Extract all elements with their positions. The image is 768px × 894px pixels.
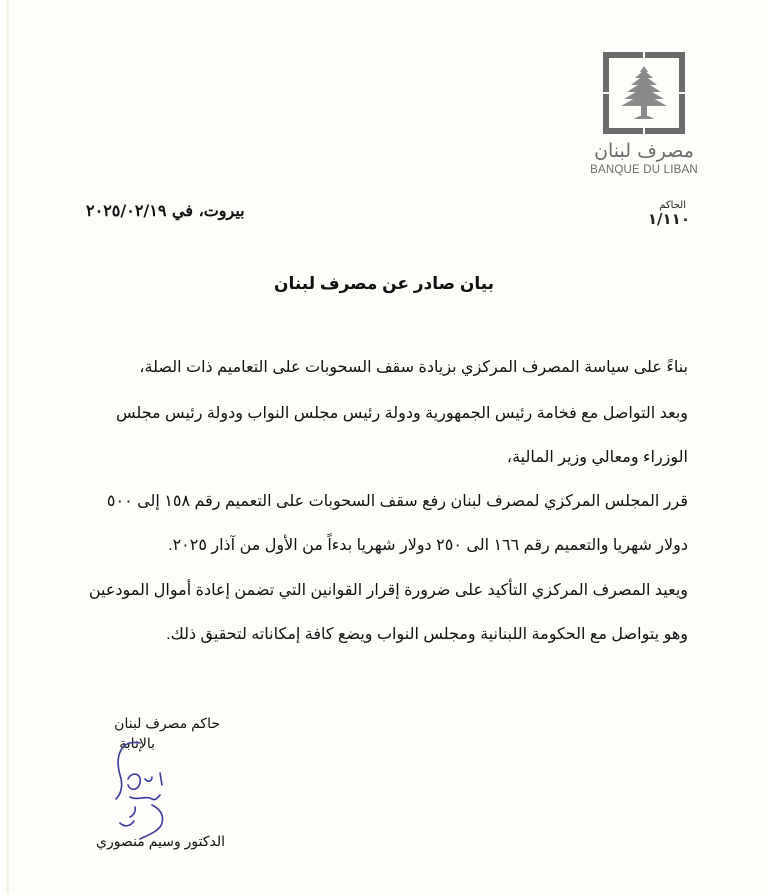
signatory-deputy-note: بالإنابة: [119, 735, 155, 751]
date-line: بيروت، في ٢٠٢٥/٠٢/١٩: [86, 201, 245, 220]
body-line: وبعد التواصل مع فخامة رئيس الجمهورية ودولة رئيس مجلس النواب ودولة رئيس مجلس: [116, 405, 688, 422]
body-line: دولار شهريا والتعميم رقم ١٦٦ الى ٢٥٠ دولار شهريا بدءاً من الأول من آذار ٢٠٢٥.: [168, 537, 688, 554]
body-line: قرر المجلس المركزي لمصرف لبنان رفع سقف السحوبات على التعميم رقم ١٥٨ إلى ٥٠٠: [106, 493, 688, 510]
body-line: بناءً على سياسة المصرف المركزي بزيادة سقف السحوبات على التعاميم ذات الصلة،: [139, 359, 688, 376]
body-line: وهو يتواصل مع الحكومة اللبنانية ومجلس النواب ويضع كافة إمكاناته لتحقيق ذلك.: [166, 626, 688, 643]
body-line: ويعيد المصرف المركزي التأكيد على ضرورة إقرار القوانين التي تضمن إعادة أموال المودعين: [88, 582, 688, 599]
reference-number: ١/١١٠: [647, 210, 690, 228]
handwritten-signature-icon: [90, 735, 200, 845]
page-edge: [6, 0, 9, 894]
body-line: الوزراء ومعالي وزير المالية،: [506, 449, 688, 466]
reference-block: [620, 200, 690, 227]
cedar-tree-icon: [619, 64, 669, 122]
bank-name-latin: BANQUE DU LIBAN: [590, 164, 698, 176]
document-title: بيان صادر عن مصرف لبنان: [273, 274, 495, 293]
logo-frame: [603, 52, 685, 134]
signatory-name: الدكتور وسيم منصوري: [95, 833, 225, 849]
bank-name-arabic: مصرف لبنان: [594, 140, 694, 162]
bank-logo: [586, 52, 702, 176]
reference-label: الحاكم: [659, 200, 686, 211]
signatory-title: حاكم مصرف لبنان: [114, 715, 220, 731]
